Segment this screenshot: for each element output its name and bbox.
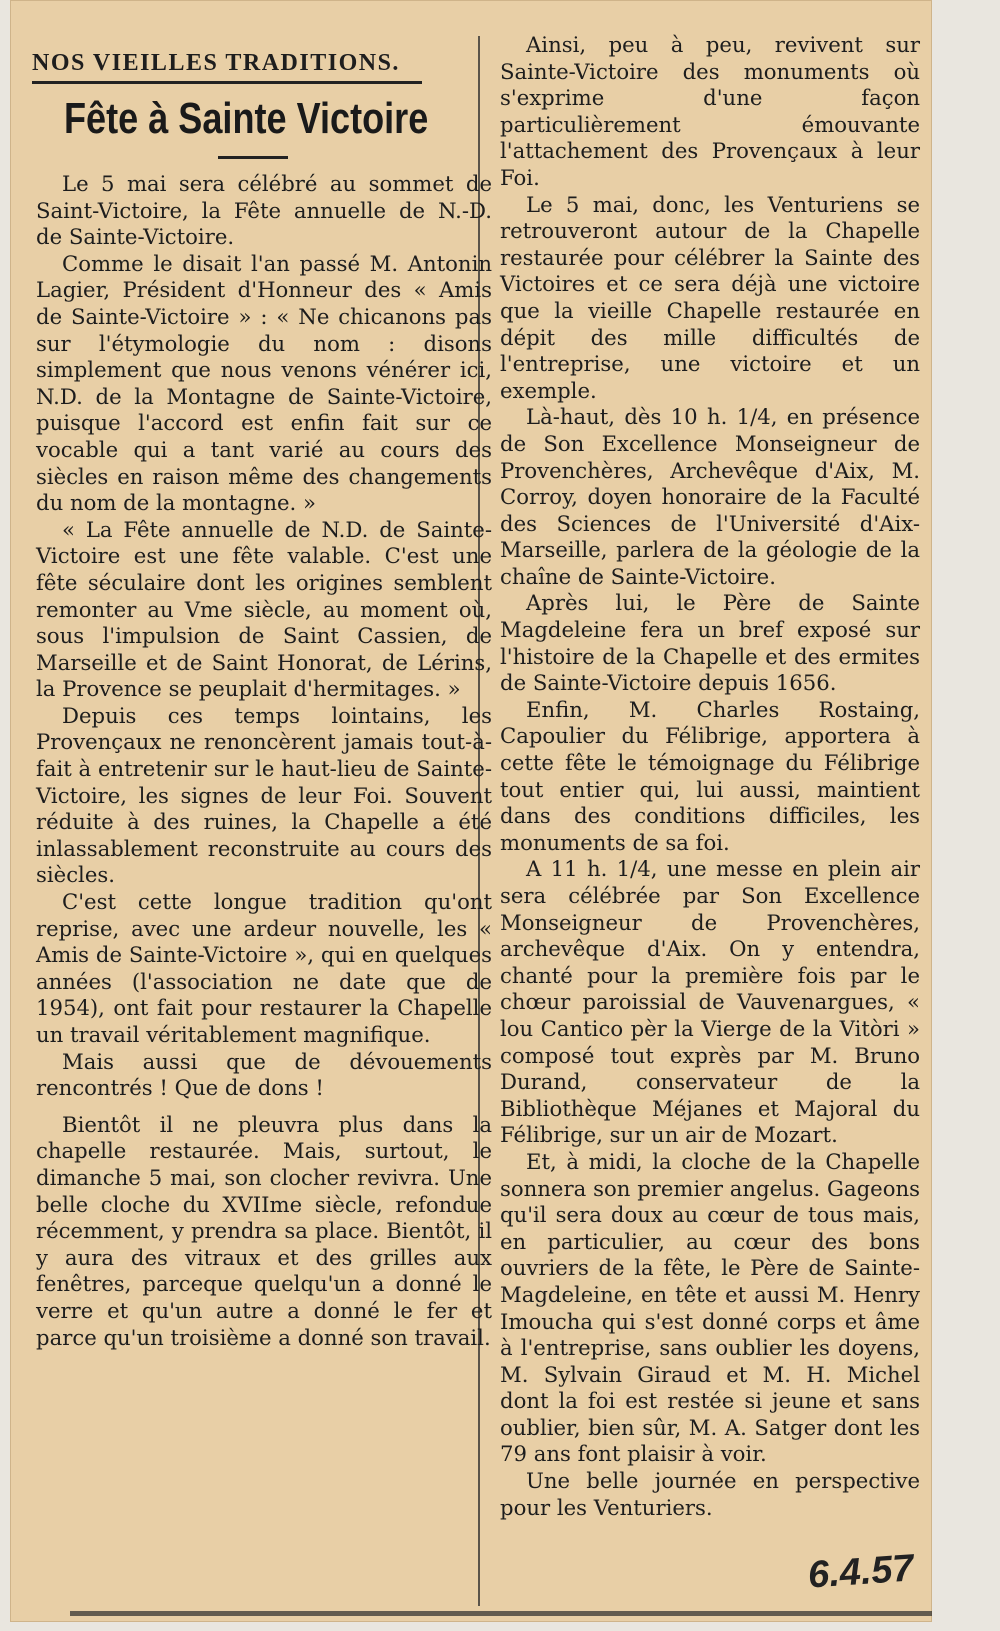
paragraph: Le 5 mai sera célébré au sommet de Saint-Victoire, la Fête annuelle de N.-D. de Sainte-Victoire.	[36, 171, 492, 250]
left-column	[18, 30, 496, 1620]
paragraph: Mais aussi que de dévouements rencontrés ! Que de dons !	[36, 1048, 492, 1101]
paragraph: C'est cette longue tradition qu'ont reprise, avec une ardeur nouvelle, les « Amis de Sainte-Victoire », qui en quelques années (l'association ne date que de 1954), ont fait pour restaurer la Chapelle un travail véritablement magnifique.	[36, 889, 492, 1047]
paragraph: Là-haut, dès 10 h. 1/4, en présence de Son Excellence Monseigneur de Provenchères, Archevêque d'Aix, M. Corroy, doyen honoraire de la Faculté des Sciences de l'Université d'Aix-Marseille, parlera de la géologie de la chaîne de Sainte-Victoire.	[500, 404, 920, 589]
headline-rule	[218, 156, 288, 159]
paragraph: Enfin, M. Charles Rostaing, Capoulier du Félibrige, apportera à cette fête le témoignage du Félibrige tout entier qui, lui aussi, maintient dans des conditions difficiles, les monuments de sa foi.	[500, 696, 920, 855]
newspaper-clipping	[10, 0, 932, 1622]
paragraph: Ainsi, peu à peu, revivent sur Sainte-Victoire des monuments où s'exprime d'une façon particulièrement émouvante l'attachement des Provençaux à leur Foi.	[500, 32, 920, 190]
paragraph: Bientôt il ne pleuvra plus dans la chapelle restaurée. Mais, surtout, le dimanche 5 mai, son clocher revivra. Une belle cloche du XVIIme siècle, refondue récemment, y prendra sa place. Bientôt, il y aura des vitraux et des grilles aux fenêtres, parceque quelqu'un a donné le verre et qu'un autre a donné le fer et parce qu'un troisième a donné son travail.	[36, 1111, 492, 1350]
handwritten-date: 6.4.57	[806, 1547, 916, 1597]
paragraph: Comme le disait l'an passé M. Antonin Lagier, Président d'Honneur des « Amis de Sainte-Victoire » : « Ne chicanons pas sur l'étymologie du nom : disons simplement que nous venons vénérer ici, N.D. de la Montagne de Sainte-Victoire, puisque l'accord est enfin fait sur ce vocable qui a tant varié au cours des siècles en raison même des changements du nom de la montagne. »	[36, 250, 492, 516]
article-headline: Fête à Sainte Victoire	[64, 94, 429, 143]
paragraph: Le 5 mai, donc, les Venturiens se retrouveront autour de la Chapelle restaurée pour célébrer la Sainte des Victoires et ce sera déjà une victoire que la vieille Chapelle restaurée en dépit des mille difficultés de l'entreprise, une victoire et un exemple.	[500, 191, 920, 403]
bottom-rule	[70, 1611, 932, 1616]
paragraph: Depuis ces temps lointains, les Provençaux ne renoncèrent jamais tout-à-fait à entretenir sur le haut-lieu de Sainte-Victoire, les signes de leur Foi. Souvent réduite à des ruines, la Chapelle a été inlassablement reconstruite au cours des siècles.	[36, 702, 492, 888]
paragraph: A 11 h. 1/4, une messe en plein air sera célébrée par Son Excellence Monseigneur de Provenchères, archevêque d'Aix. On y entendra, chanté pour la première fois par le chœur paroissial de Vauvenargues, « lou Cantico pèr la Vierge de la Vitòri » composé tout exprès par M. Bruno Durand, conservateur de la Bibliothèque Méjanes et Majoral du Félibrige, sur un air de Mozart.	[500, 856, 920, 1148]
right-column	[496, 30, 926, 1620]
paragraph: « La Fête annuelle de N.D. de Sainte-Victoire est une fête valable. C'est une fête séculaire dont les origines semblent remonter au Vme siècle, au moment où, sous l'impulsion de Saint Cassien, de Marseille et de Saint Honorat, de Lérins, la Provence se peuplait d'hermitages. »	[36, 516, 492, 702]
section-rubric: NOS VIEILLES TRADITIONS.	[32, 50, 422, 84]
paragraph: Et, à midi, la cloche de la Chapelle sonnera son premier angelus. Gageons qu'il sera doux au cœur de tous mais, en particulier, au cœur des bons ouvriers de la fête, le Père de Sainte-Magdeleine, en tête et aussi M. Henry Imoucha qui s'est donné corps et âme à l'entreprise, sans oublier les doyens, M. Sylvain Giraud et M. H. Michel dont la foi est restée si jeune et sans oublier, bien sûr, M. A. Satger dont les 79 ans font plaisir à voir.	[500, 1148, 920, 1467]
paragraph: Une belle journée en perspective pour les Venturiers.	[500, 1468, 920, 1520]
paragraph: Après lui, le Père de Sainte Magdeleine fera un bref exposé sur l'histoire de la Chapelle et des ermites de Sainte-Victoire depuis 1656.	[500, 590, 920, 696]
